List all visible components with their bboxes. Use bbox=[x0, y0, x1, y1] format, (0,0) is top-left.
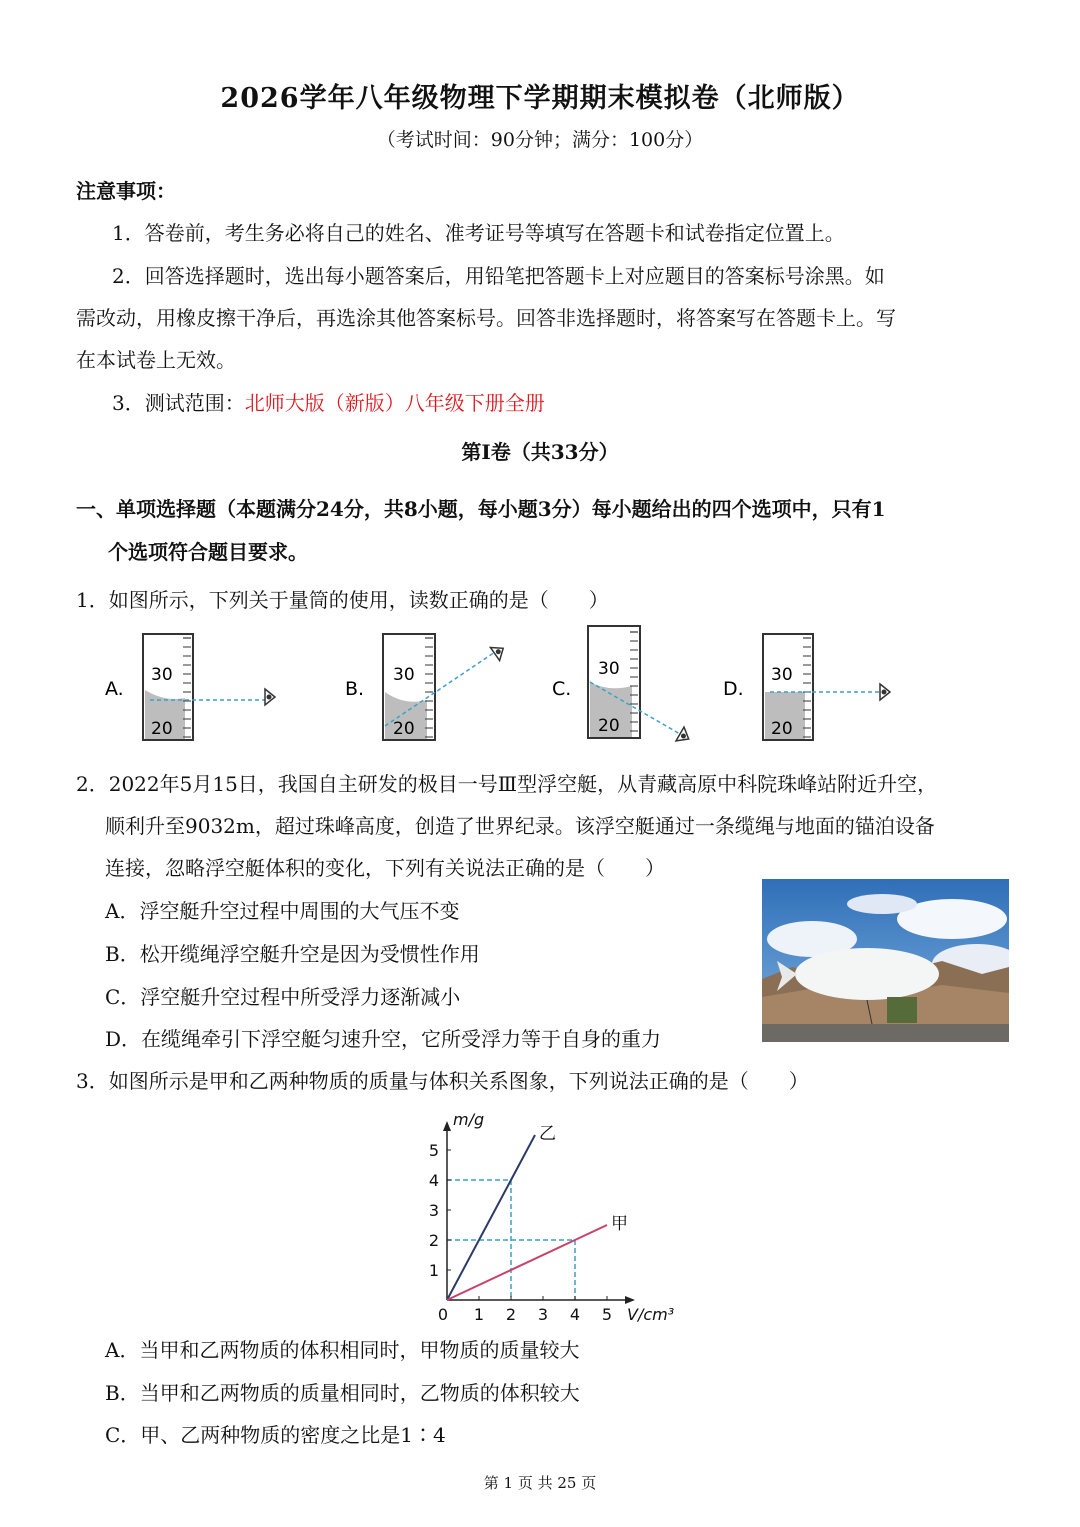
volume-title: 第Ⅰ卷（共33分） bbox=[461, 440, 619, 464]
option-a-cylinder bbox=[105, 634, 275, 740]
x-tick-label: 3 bbox=[537, 1305, 549, 1324]
q3-option-b: B．当甲和乙两物质的质量相同时，乙物质的体积较大 bbox=[105, 1381, 580, 1405]
note-2-line1: 2．回答选择题时，选出每小题答案后，用铅笔把答题卡上对应题目的答案标号涂黑。如 bbox=[112, 264, 885, 288]
eye-icon bbox=[676, 727, 693, 746]
x-axis-arrow bbox=[625, 1296, 635, 1304]
option-d-label: D. bbox=[723, 678, 744, 700]
y-tick-label: 1 bbox=[428, 1261, 439, 1280]
option-c-bottom-mark: 20 bbox=[598, 716, 620, 736]
series-line-0 bbox=[447, 1135, 535, 1300]
series-line-1 bbox=[447, 1225, 607, 1300]
x-tick-label: 5 bbox=[601, 1305, 613, 1324]
note-2-line2: 需改动，用橡皮擦干净后，再选涂其他答案标号。回答非选择题时，将答案写在答题卡上。写 bbox=[76, 306, 896, 330]
option-d-bottom-mark: 20 bbox=[771, 719, 793, 739]
option-c-top-mark: 30 bbox=[598, 659, 620, 679]
x-axis-label: V/cm³ bbox=[627, 1305, 675, 1324]
option-b-top-mark: 30 bbox=[393, 665, 415, 685]
option-a-label: A. bbox=[105, 678, 124, 700]
eye-icon bbox=[490, 642, 507, 661]
eye-icon bbox=[265, 689, 275, 705]
notes-heading: 注意事项： bbox=[76, 179, 176, 203]
option-d-top-mark: 30 bbox=[771, 665, 793, 685]
series-label-0: 乙 bbox=[539, 1124, 556, 1144]
part1-instruction-line1: 一、单项选择题（本题满分24分，共8小题，每小题3分）每小题给出的四个选项中，只有1 bbox=[76, 497, 886, 521]
q2-stem-line2: 顺利升至9032m，超过珠峰高度，创造了世界纪录。该浮空艇通过一条缆绳与地面的锚泊设备 bbox=[105, 814, 935, 838]
page-number: 第 1 页 共 25 页 bbox=[483, 1474, 597, 1492]
q2-stem-line1: 2．2022年5月15日，我国自主研发的极目一号Ⅲ型浮空艇，从青藏高原中科院珠峰站附近升空， bbox=[76, 772, 938, 796]
q2-option-d: D．在缆绳牵引下浮空艇匀速升空，它所受浮力等于自身的重力 bbox=[105, 1027, 662, 1051]
y-tick-label: 2 bbox=[428, 1231, 439, 1250]
x-tick-label: 4 bbox=[569, 1305, 581, 1324]
option-a-bottom-mark: 20 bbox=[151, 719, 173, 739]
x-tick-label: 1 bbox=[473, 1305, 485, 1324]
note-3-prefix: 3．测试范围： bbox=[112, 391, 245, 415]
option-b-cylinder bbox=[345, 634, 508, 740]
q1-cylinders-figure bbox=[95, 622, 925, 752]
x-tick-label: 2 bbox=[505, 1305, 517, 1324]
option-c-cylinder bbox=[552, 626, 693, 746]
q2-stem-line3: 连接，忽略浮空艇体积的变化，下列有关说法正确的是（ ） bbox=[105, 856, 665, 880]
y-tick-label: 4 bbox=[428, 1171, 439, 1190]
q2-option-a: A．浮空艇升空过程中周围的大气压不变 bbox=[105, 899, 460, 923]
series-label-1: 甲 bbox=[611, 1214, 628, 1234]
page-title: 2026学年八年级物理下学期期末模拟卷（北师版） bbox=[220, 83, 860, 114]
note-2-line3: 在本试卷上无效。 bbox=[76, 348, 236, 372]
option-b-bottom-mark: 20 bbox=[393, 719, 415, 739]
option-b-label: B. bbox=[345, 678, 365, 700]
exam-info: （考试时间：90分钟；满分：100分） bbox=[376, 129, 704, 151]
q3-option-a: A．当甲和乙两物质的体积相同时，甲物质的质量较大 bbox=[105, 1338, 580, 1362]
y-axis-arrow bbox=[443, 1121, 451, 1131]
q1-stem: 1．如图所示，下列关于量筒的使用，读数正确的是（ ） bbox=[76, 588, 609, 612]
option-c-label: C. bbox=[552, 678, 572, 700]
q2-option-c: C．浮空艇升空过程中所受浮力逐渐减小 bbox=[105, 985, 461, 1009]
q2-option-b: B．松开缆绳浮空艇升空是因为受惯性作用 bbox=[105, 942, 480, 966]
x-tick-label: 0 bbox=[437, 1305, 449, 1324]
option-d-cylinder bbox=[723, 634, 890, 740]
part1-instruction-line2: 个选项符合题目要求。 bbox=[108, 540, 308, 564]
note-1: 1．答卷前，考生务必将自己的姓名、准考证号等填写在答题卡和试卷指定位置上。 bbox=[112, 221, 845, 245]
airship-photo bbox=[762, 879, 1009, 1042]
q3-option-c: C．甲、乙两种物质的密度之比是1∶4 bbox=[105, 1423, 446, 1447]
y-tick-label: 3 bbox=[428, 1201, 439, 1220]
eye-icon bbox=[880, 684, 890, 700]
note-3 bbox=[112, 387, 545, 416]
note-3-scope: 北师大版（新版）八年级下册全册 bbox=[244, 391, 545, 415]
y-tick-label: 5 bbox=[428, 1141, 439, 1160]
q3-stem: 3．如图所示是甲和乙两种物质的质量与体积关系图象，下列说法正确的是（ ） bbox=[76, 1069, 809, 1093]
y-axis-label: m/g bbox=[453, 1110, 485, 1129]
option-a-top-mark: 30 bbox=[151, 665, 173, 685]
mass-volume-chart bbox=[405, 1095, 695, 1330]
